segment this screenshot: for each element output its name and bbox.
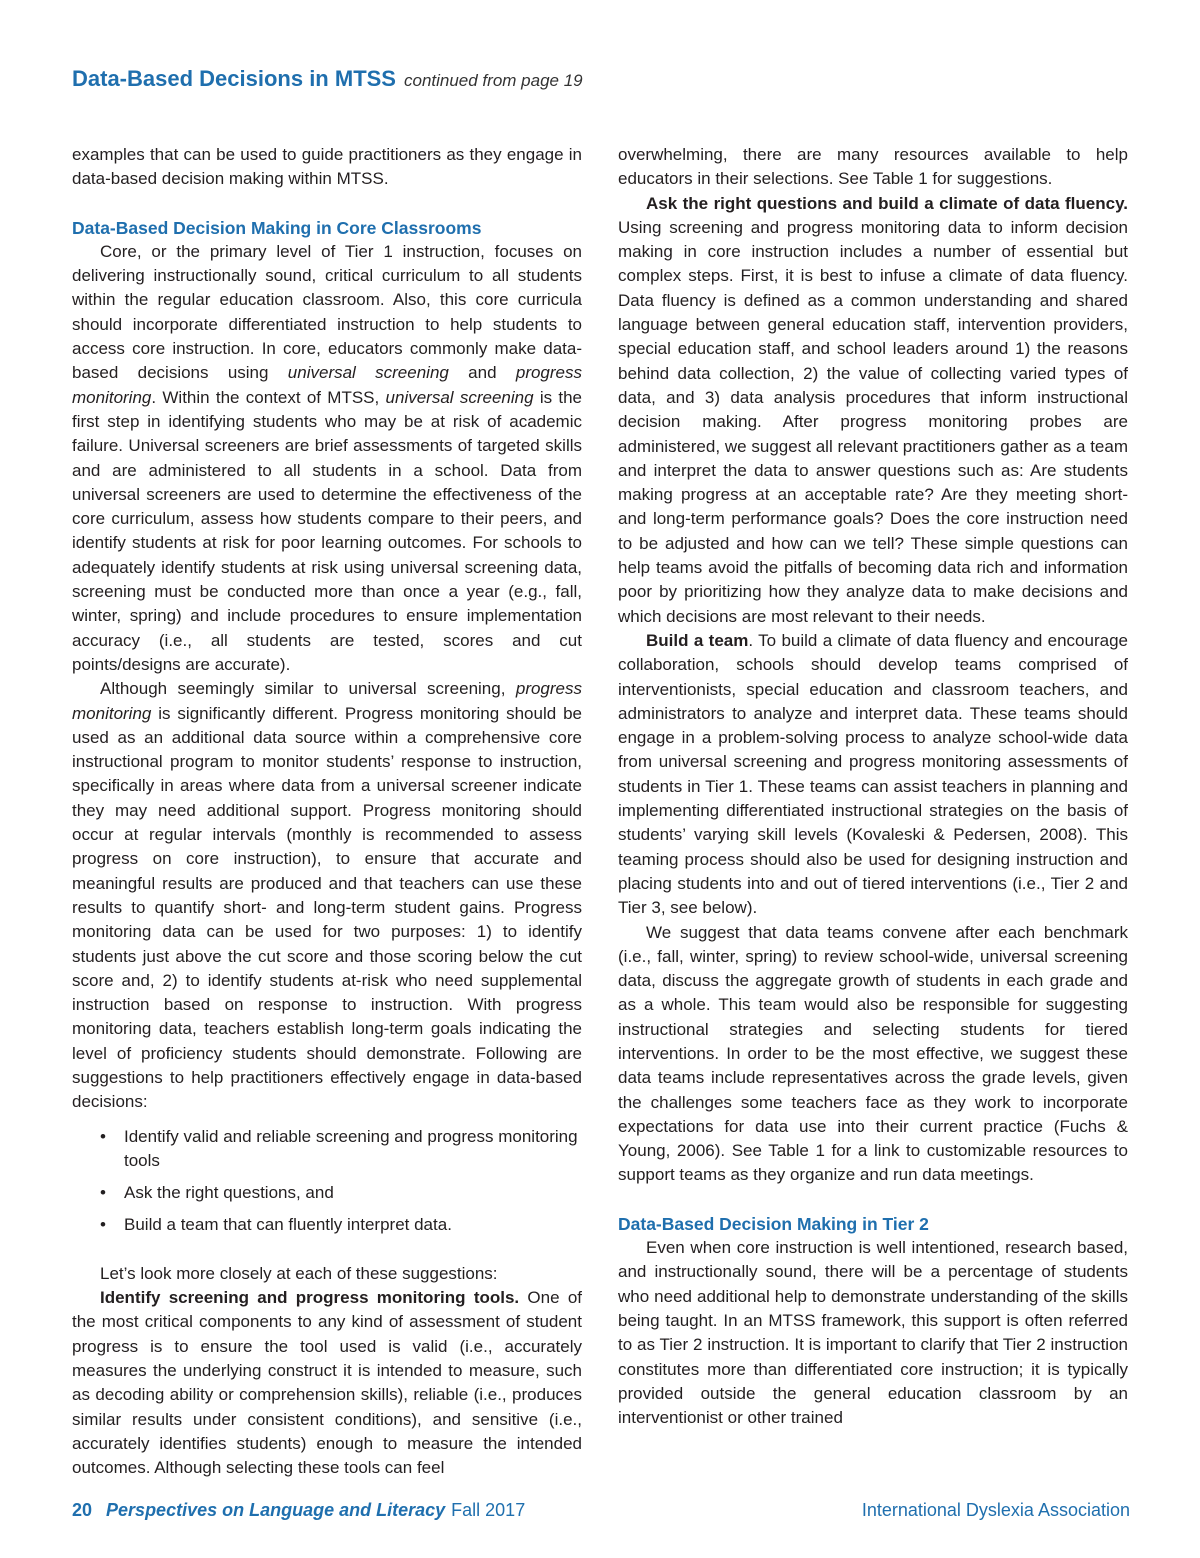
paragraph: Even when core instruction is well intentioned, research based, and instructionally sound, there will be a percentage of students who need additional help to demonstrate understanding of the skills being taught. In an MTSS framework, this support is often referred to as Tier 2 instruction. It is important to clarify that Tier 2 instruction constitutes more than differentiated core instruction; it is typically provided outside the general education classroom by an interventionist or other trained (618, 1238, 1128, 1428)
section-heading-tier2: Data-Based Decision Making in Tier 2 (618, 1213, 929, 1234)
page-header (72, 66, 1132, 92)
issue-date: Fall 2017 (451, 1500, 526, 1520)
list-item: • Build a team that can fluently interpret data. (72, 1213, 582, 1237)
list-item: • Ask the right questions, and (72, 1181, 582, 1205)
paragraph-core-intro: Core, or the primary level of Tier 1 instruction, focuses on delivering instructionally sound, critical curriculum to all students within the regular education classroom. Also, this core curricula should incorporate differentiated instruction to help students to access core instruction. In core, educators commonly make data-based decisions using universal screening and progress monitoring. Within the context of MTSS, universal screening is the first step in identifying students who may be at risk of academic failure. Universal screeners are brief assessments of targeted skills and are administered to all students in a school. Data from universal screeners are used to determine the effectiveness of the core curriculum, assess how students compare to their peers, and identify students at risk for poor learning outcomes. For schools to adequately identify students at risk using universal screening data, screening must be conducted more than once a year (e.g., fall, winter, spring) and include procedures to ensure implementation accuracy (i.e., all students are tested, scores and cut points/designs are accurate). (72, 241, 582, 674)
paragraph: examples that can be used to guide practitioners as they engage in data-based decision making within MTSS. (72, 145, 582, 189)
journal-title: Perspectives on Language and Literacy (106, 1500, 446, 1520)
paragraph-data-fluency: Ask the right questions and build a climate of data fluency. Using screening and progress monitoring data to inform decision making in core instruction includes a number of essential but complex steps. First, it is best to infuse a climate of data fluency. Data fluency is defined as a common understanding and shared language between general education staff, intervention providers, special education staff, and school leaders around 1) the reasons behind data collection, 2) the value of collecting varied types of data, and 3) data analysis procedures that inform instructional decision making. After progress monitoring probes are administered, we suggest all relevant practitioners gather as a team and interpret the data to answer questions such as: Are students making progress at an acceptable rate? Are they meeting short- and long-term performance goals? Does the core instruction need to be adjusted and how can we tell? These simple questions can help teams avoid the pitfalls of becoming data rich and information poor by prioritizing how they analyze data to make decisions and which decisions are most relevant to their needs. (618, 193, 1128, 626)
bullet-icon: • (100, 1126, 106, 1146)
organization-name: International Dyslexia Association (861, 1500, 1130, 1520)
paragraph: overwhelming, there are many resources available to help educators in their selections. See Table 1 for suggestions. (618, 145, 1128, 189)
paragraph: Let’s look more closely at each of these suggestions: (100, 1263, 498, 1283)
paragraph-build-team: Build a team. To build a climate of data fluency and encourage collaboration, schools should develop teams comprised of interventionists, special education and classroom teachers, and administrators to analyze and interpret data. These teams should engage in a problem-solving process to analyze school-wide data from universal screening and progress monitoring assessments of students in Tier 1. These teams can assist teachers in planning and implementing differentiated instructional strategies on the basis of students’ varying skill levels (Kovaleski & Pedersen, 2008). This teaming process should also be used for designing instruction and placing students into and out of tiered interventions (i.e., Tier 2 and Tier 3, see below). (618, 630, 1128, 918)
right-column (618, 143, 1128, 1430)
paragraph-identify-tools: Identify screening and progress monitoring tools. One of the most critical components to any kind of assessment of student progress is to ensure the tool used is valid (i.e., accurately measures the underlying construct it is intended to measure, such as decoding ability or comprehension skills), reliable (i.e., produces similar results under consistent conditions), and sensitive (i.e., accurately identifies students) enough to measure the intended outcomes. Although selecting these tools can feel (72, 1288, 582, 1478)
list-item: • Identify valid and reliable screening and progress monitoring tools (100, 1126, 578, 1170)
paragraph-progress-monitoring: Although seemingly similar to universal screening, progress monitoring is significantly different. Progress monitoring should be used as an additional data source within a comprehensive core instructional program to monitor students’ response to instruction, specifically in areas where data from a universal screener indicate they may need additional support. Progress monitoring should occur at regular intervals (monthly is recommended to assess progress on core instruction), to ensure that accurate and meaningful results are produced and that teachers can use these results to quantify short- and long-term student gains. Progress monitoring data can be used for two purposes: 1) to identify students just above the cut score and those scoring below the cut score and, 2) to identify students at-risk who need supplemental instruction based on response to instruction. With progress monitoring data, teachers establish long-term goals indicating the level of proficiency students should demonstrate. Following are suggestions to help practitioners effectively engage in data-based decisions: (72, 679, 582, 1112)
page-footer (72, 1500, 1130, 1526)
run-in-heading: Identify screening and progress monitoring tools. (100, 1288, 520, 1308)
left-column (72, 143, 582, 1480)
continued-note: continued from page 19 (403, 71, 583, 90)
run-in-heading: Build a team (646, 630, 749, 650)
section-heading-core: Data-Based Decision Making in Core Classrooms (72, 217, 482, 238)
run-in-heading: Ask the right questions and build a climate of data fluency. (646, 193, 1128, 213)
paragraph: We suggest that data teams convene after each benchmark (i.e., fall, winter, spring) to review school-wide, universal screening data, discuss the aggregate growth of students in each grade and as a whole. This team would also be responsible for suggesting instructional strategies and selecting students for tiered interventions. In order to be the most effective, we suggest these data teams include representatives across the grade levels, given the challenges some teachers face as they work to incorporate expectations for data use into their current practice (Fuchs & Young, 2006). See Table 1 for a link to customizable resources to support teams as they organize and run data meetings. (618, 922, 1128, 1185)
article-title: Data-Based Decisions in MTSS (72, 66, 396, 91)
page-number: 20 (72, 1500, 93, 1520)
bullet-icon: • (100, 1183, 106, 1203)
bullet-icon: • (100, 1215, 106, 1235)
suggestion-list (72, 1125, 582, 1238)
